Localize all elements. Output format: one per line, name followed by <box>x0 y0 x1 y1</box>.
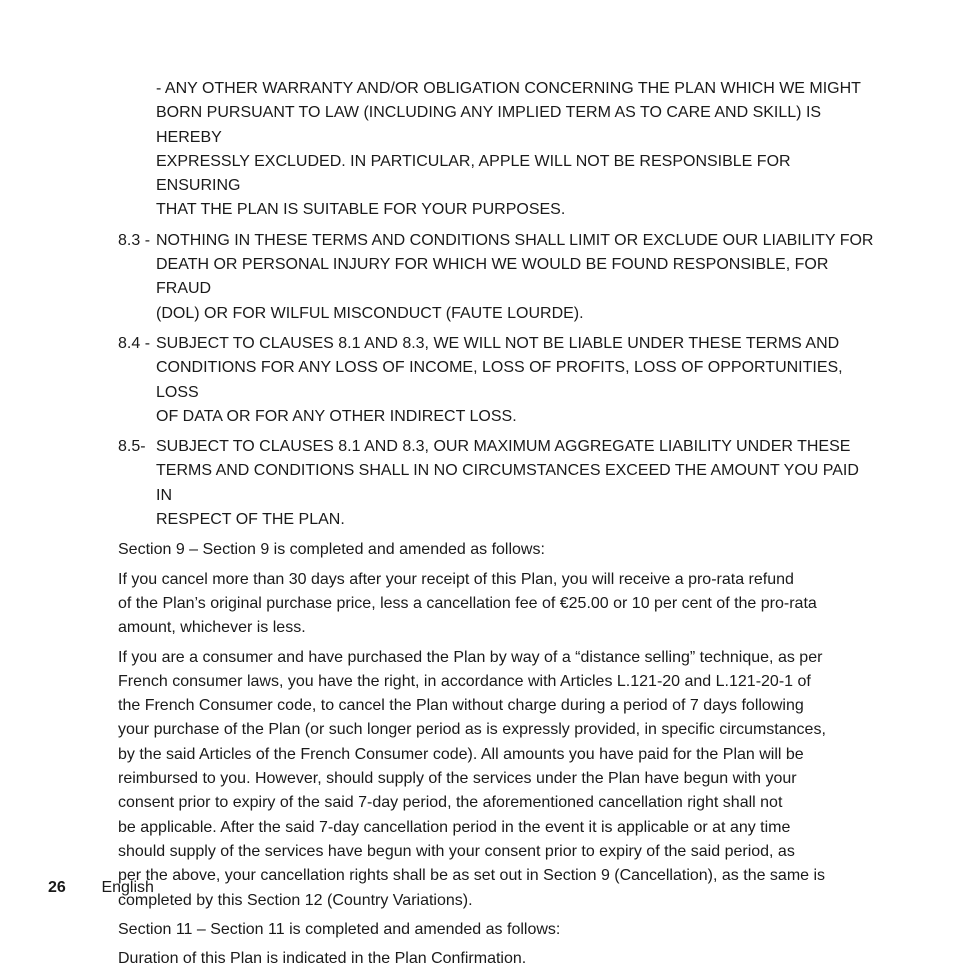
clause-number: 8.3 - <box>118 231 151 249</box>
clause-8-5 <box>118 435 878 532</box>
clause-text: NOTHING IN THESE TERMS AND CONDITIONS SHALL LIMIT OR EXCLUDE OUR LIABILITY FOR DEATH OR PERSONAL INJURY FOR WHICH WE WOULD BE FOUND RESPONSIBLE, FOR FRAUD (DOL) OR FOR WILFUL MISCONDUCT (FAUTE LOURDE). <box>156 231 874 322</box>
duration-paragraph: Duration of this Plan is indicated in the Plan Confirmation. <box>118 950 527 968</box>
clause-number: 8.5- <box>118 438 146 456</box>
page-number: 26 <box>48 879 66 896</box>
clause-number: 8.4 - <box>118 334 151 352</box>
section-11-heading: Section 11 – Section 11 is completed and amended as follows: <box>118 920 561 938</box>
clause-text: SUBJECT TO CLAUSES 8.1 AND 8.3, OUR MAXIMUM AGGREGATE LIABILITY UNDER THESE TERMS AND CONDITIONS SHALL IN NO CIRCUMSTANCES EXCEED THE AMOUNT YOU PAID IN RESPECT OF THE PLAN. <box>156 438 859 529</box>
page-footer <box>48 876 154 900</box>
footer-language: English <box>101 879 154 896</box>
refund-paragraph: If you cancel more than 30 days after your receipt of this Plan, you will receive a pro-rata refund of the Plan’s original purchase price, less a cancellation fee of €25.00 or 10 per cent of the pro-rata amount, whichever is less. <box>118 570 817 637</box>
clause-continuation: - ANY OTHER WARRANTY AND/OR OBLIGATION CONCERNING THE PLAN WHICH WE MIGHT BORN PURSUANT TO LAW (INCLUDING ANY IMPLIED TERM AS TO CARE AND SKILL) IS HEREBY EXPRESSLY EXCLUDED. IN PARTICULAR, APPLE WILL NOT BE RESPONSIBLE FOR ENSURING THAT THE PLAN IS SUITABLE FOR YOUR PURPOSES. <box>156 80 861 219</box>
clause-text: SUBJECT TO CLAUSES 8.1 AND 8.3, WE WILL NOT BE LIABLE UNDER THESE TERMS AND CONDITIONS FOR ANY LOSS OF INCOME, LOSS OF PROFITS, LOSS OF OPPORTUNITIES, LOSS OF DATA OR FOR ANY OTHER INDIRECT LOSS. <box>156 334 843 425</box>
clause-8-4 <box>118 332 878 429</box>
section-9-heading: Section 9 – Section 9 is completed and amended as follows: <box>118 541 545 559</box>
page-body <box>118 77 878 976</box>
distance-selling-paragraph: If you are a consumer and have purchased the Plan by way of a “distance selling” technique, as per French consumer laws, you have the right, in accordance with Articles L.121-20 and L.121-20-1 of the French Consumer code, to cancel the Plan without charge during a period of 7 days following your purchase of the Plan (or such longer period as is expressly provided, in specific circumstances, by the said Articles of the French Consumer code). All amounts you have paid for the Plan will be reimbursed to you. However, should supply of the services under the Plan have begun with your consent prior to expiry of the said 7-day period, the aforementioned cancellation right shall not be applicable. After the said 7-day cancellation period in the event it is applicable or at any time should supply of the services have begun with your consent prior to expiry of the said period, as per the above, your cancellation rights shall be as set out in Section 9 (Cancellation), as the same is completed by this Section 12 (Country Variations). <box>118 648 826 909</box>
clause-8-3 <box>118 229 878 326</box>
